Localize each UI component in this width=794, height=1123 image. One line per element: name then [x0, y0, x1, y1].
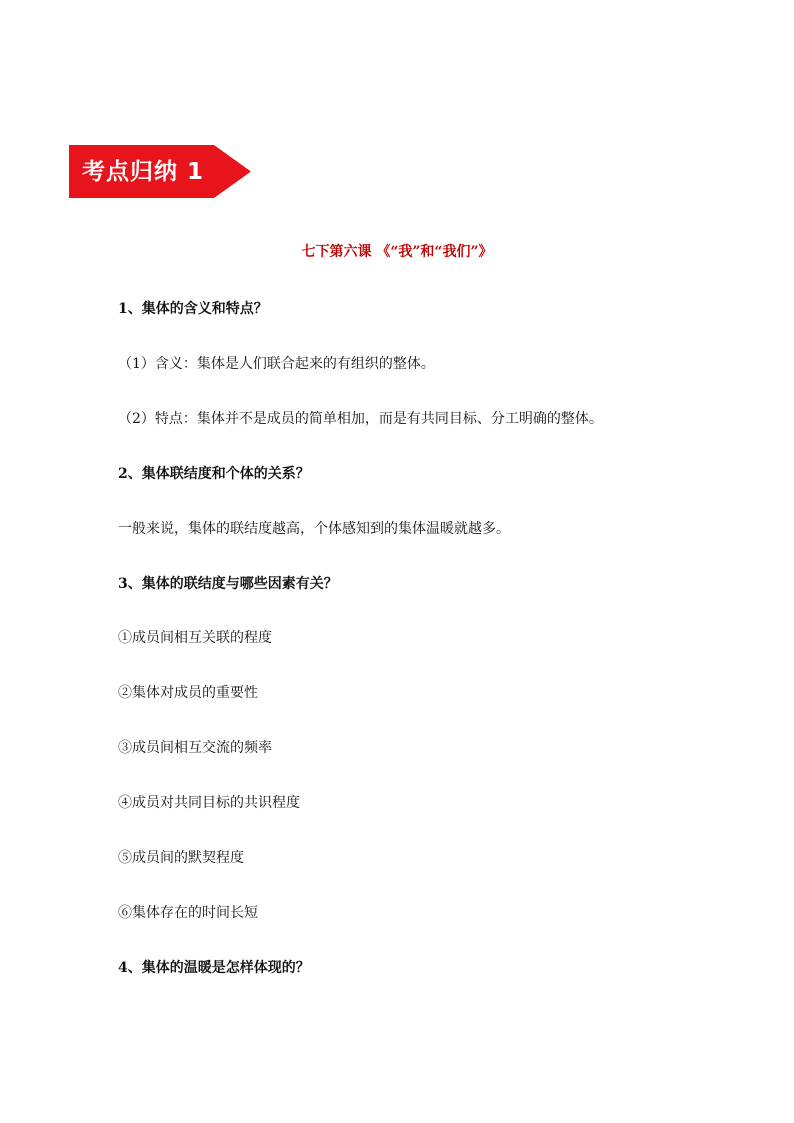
answer-1-item-2: （2）特点：集体并不是成员的简单相加，而是有共同目标、分工明确的整体。	[118, 411, 603, 427]
banner-title: 考点归纳 1	[82, 159, 205, 185]
factor-item-2: ②集体对成员的重要性	[118, 685, 258, 701]
factor-item-6: ⑥集体存在的时间长短	[118, 905, 258, 921]
section-banner	[69, 145, 251, 198]
question-1: 1、集体的含义和特点？	[118, 301, 268, 317]
question-4: 4、集体的温暖是怎样体现的？	[118, 960, 310, 976]
factor-item-5: ⑤成员间的默契程度	[118, 850, 244, 866]
question-2: 2、集体联结度和个体的关系？	[118, 466, 310, 482]
answer-1-item-1: （1）含义：集体是人们联合起来的有组织的整体。	[118, 356, 435, 372]
factor-item-3: ③成员间相互交流的频率	[118, 740, 272, 756]
factor-item-4: ④成员对共同目标的共识程度	[118, 795, 300, 811]
lesson-title: 七下第六课 《“我”和“我们”》	[301, 244, 493, 260]
question-3: 3、集体的联结度与哪些因素有关？	[118, 576, 338, 592]
factor-item-1: ①成员间相互关联的程度	[118, 630, 272, 646]
answer-2-item-1: 一般来说，集体的联结度越高，个体感知到的集体温暖就越多。	[118, 521, 510, 537]
